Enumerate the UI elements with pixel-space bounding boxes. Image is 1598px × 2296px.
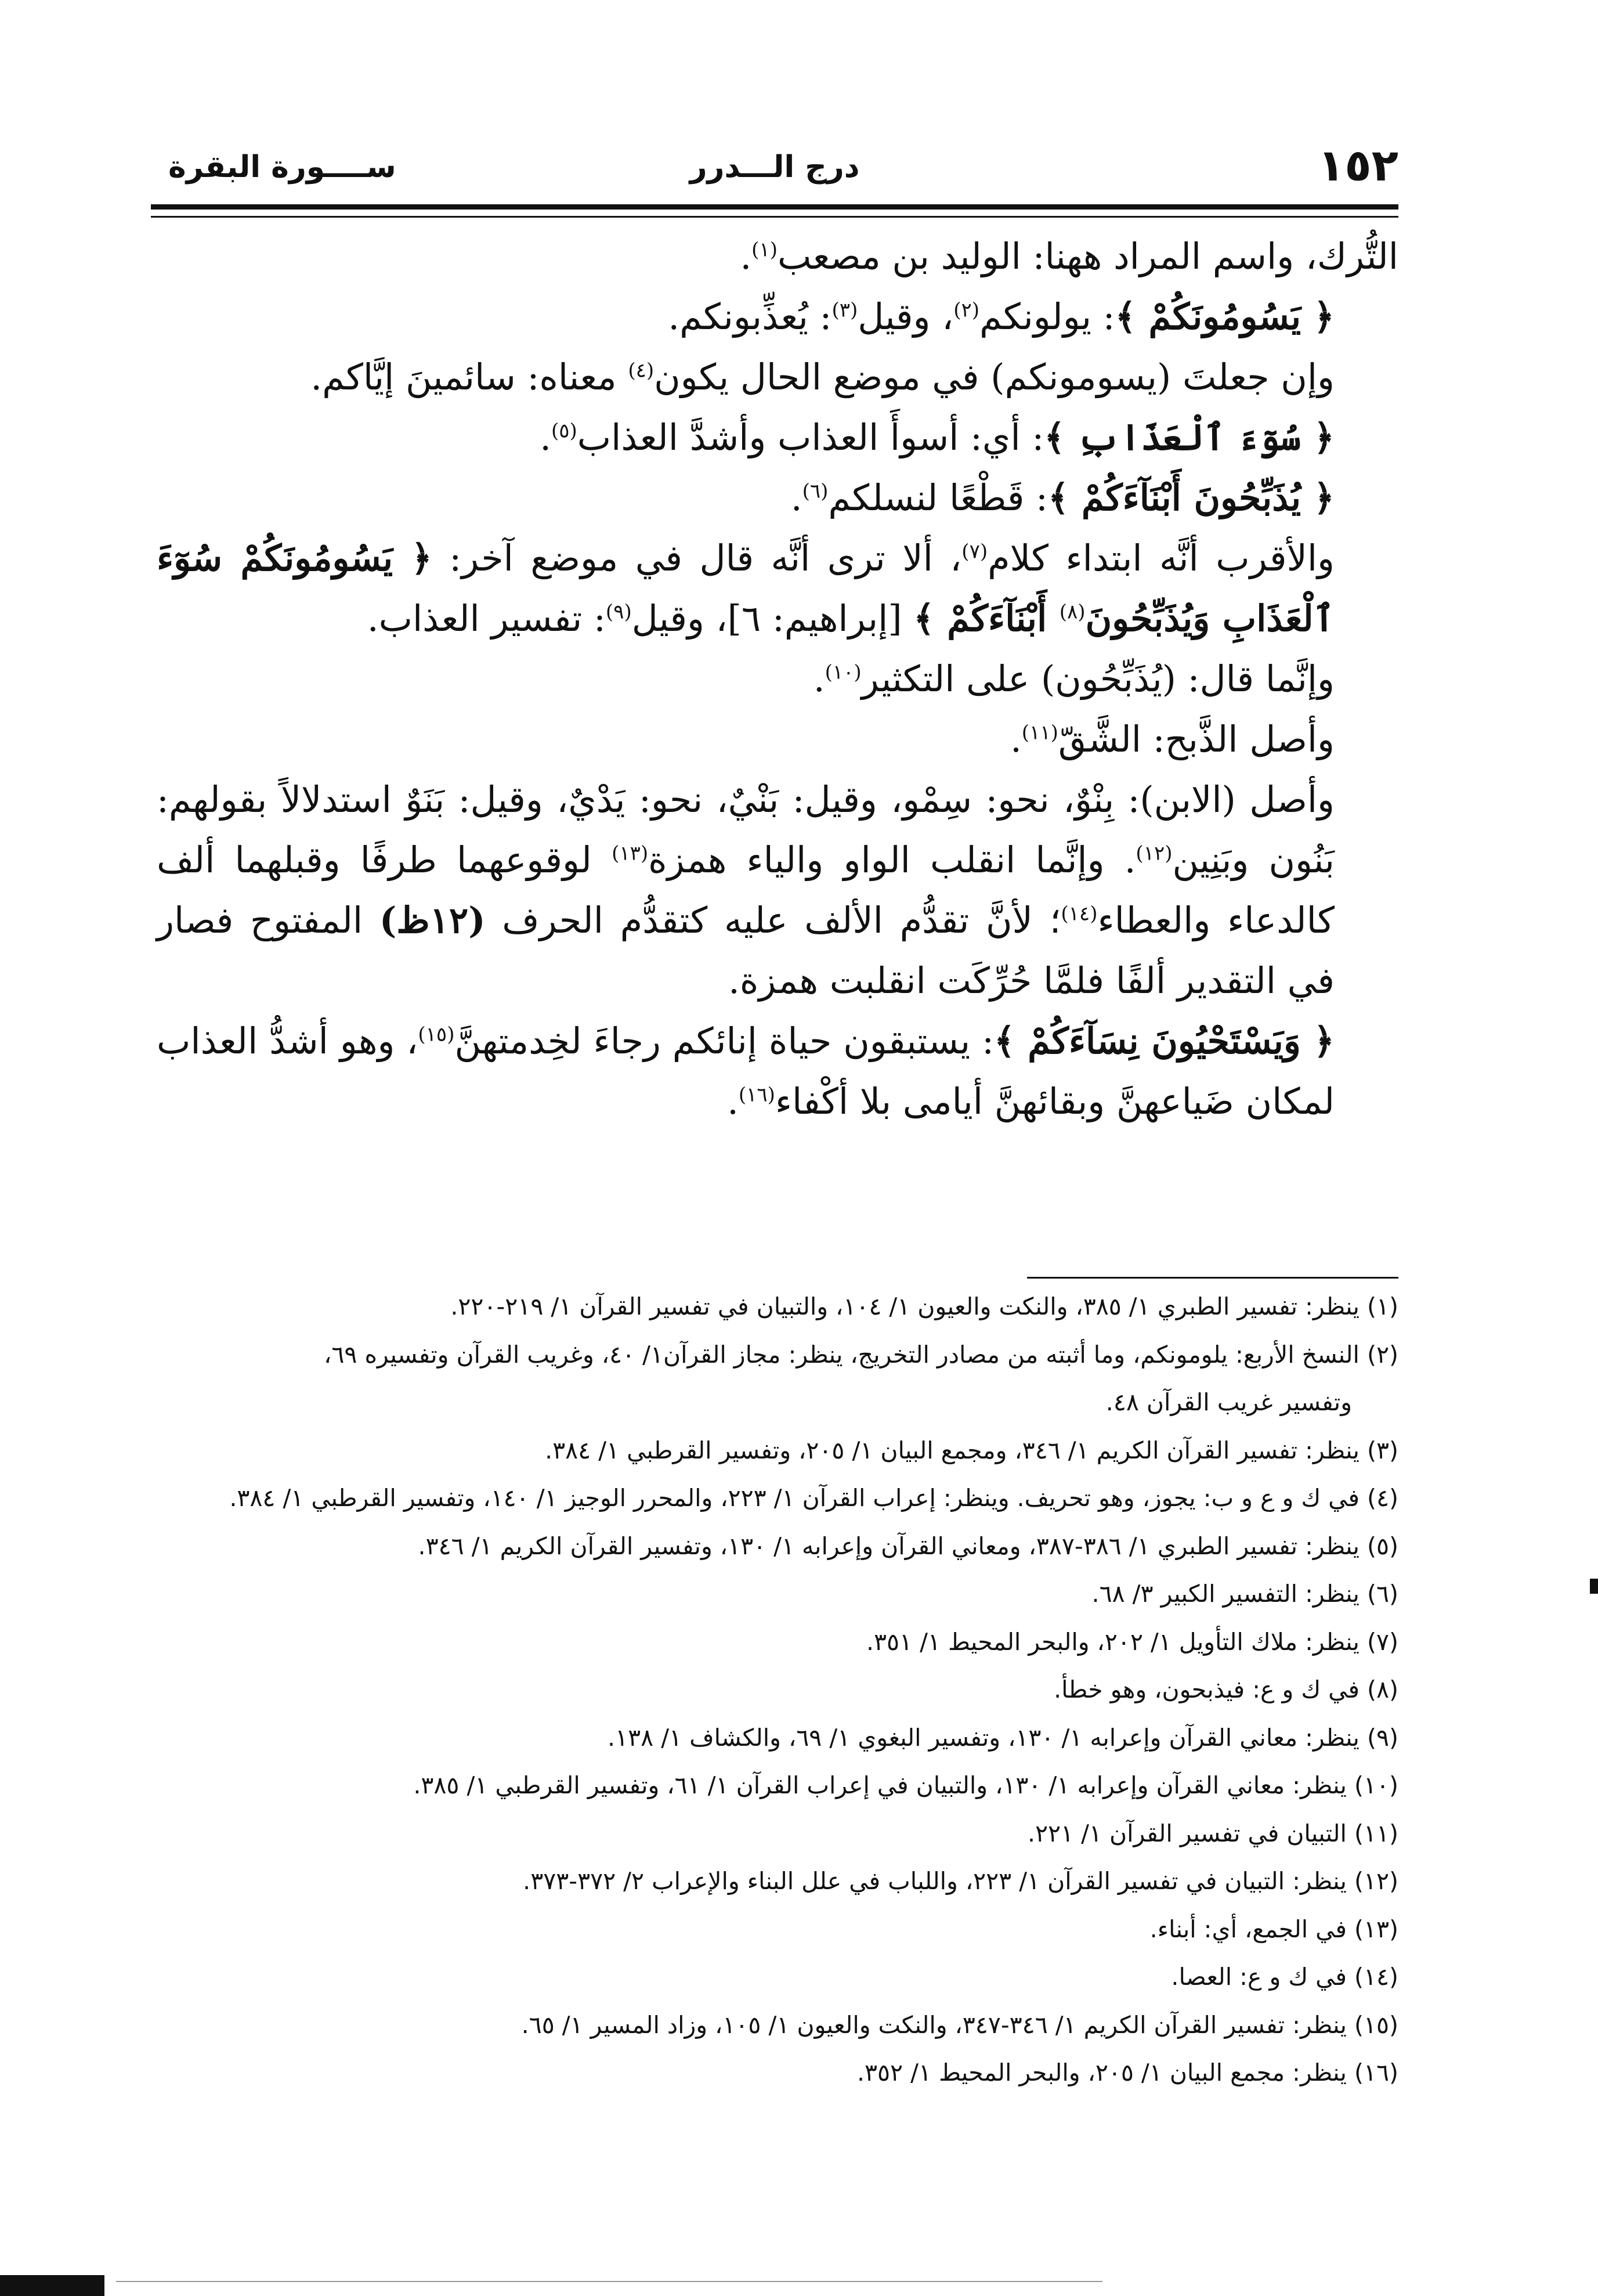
- paragraph-1: التُّرك، واسم المراد ههنا: الوليد بن مصعب$^{(١)}$.: [740, 235, 1398, 277]
- footnotes: [157, 1283, 1398, 2097]
- footnote-10: (١٠) ينظر: معاني القرآن وإعرابه ١/ ١٣٠، والتبيان في إعراب القرآن ١/ ٦١، وتفسير القرطبي ١/ ٣٨٥.: [413, 1771, 1398, 1799]
- paragraph-5: ﴿ يُذَبِّحُونَ أَبْنَآءَكُمْ ﴾: قَطْعًا لنسلكم$^{(٦)}$.: [790, 476, 1335, 519]
- footnote-16: (١٦) ينظر: مجمع البيان ١/ ٢٠٥، والبحر المحيط ١/ ٣٥٢.: [856, 2059, 1398, 2086]
- footnote-ref: (٥): [551, 419, 577, 443]
- footnote-12: (١٢) ينظر: التبيان في تفسير القرآن ١/ ٢٢٣، واللباب في علل البناء والإعراب ٢/ ٣٧٢-٣٧٣.: [523, 1867, 1398, 1895]
- footnote-ref: (١٦): [738, 1083, 775, 1107]
- quran-verse: ﴿ يَسُومُونَكُمْ سُوٓءَ ٱلْعَذَابِ وَيُذَبِّحُونَ: [157, 537, 1335, 640]
- footnote-8: (٨) في ك و ع: فيذبحون، وهو خطأ.: [1054, 1676, 1398, 1703]
- footnote-separator: [1027, 1277, 1398, 1279]
- page-number: ١٥٢: [1317, 139, 1398, 191]
- footnote-ref: (١): [751, 238, 778, 262]
- footnote-ref: (١١): [1021, 721, 1058, 745]
- footnote-ref: (١٤): [1061, 902, 1098, 926]
- footnote-3: (٣) ينظر: تفسير القرآن الكريم ١/ ٣٤٦، ومجمع البيان ١/ ٢٠٥، وتفسير القرطبي ١/ ٣٨٤.: [545, 1436, 1398, 1464]
- manuscript-folio-marker: (١٢ظ): [379, 899, 486, 941]
- scan-edge-mark-right: [1590, 1579, 1598, 1594]
- footnote-11: (١١) التبيان في تفسير القرآن ١/ ٢٢١.: [1027, 1819, 1398, 1847]
- footnote-ref: (٧): [961, 540, 988, 564]
- quran-verse: ﴿ يَسُومُونَكُمْ ﴾: [1115, 295, 1335, 338]
- scan-edge-mark: [0, 2275, 104, 2296]
- quran-verse: ﴿ سُوٓءَ ٱلْعَذَابِ ﴾: [1044, 416, 1335, 459]
- paragraph-10: ﴿ وَيَسْتَحْيُونَ نِسَآءَكُمْ ﴾: يستبقون حياة إنائكم رجاءَ لخِدمتهنَّ$^{(١٥)}$، وهو أشدُّ العذاب لمكان ضَياعهنَّ وبقائهنَّ أيامى بلا أكْفاء$^{(١٦)}$.: [157, 1020, 1335, 1122]
- header-rule-thick: [151, 204, 1398, 210]
- footnote-15: (١٥) ينظر: تفسير القرآن الكريم ١/ ٣٤٦-٣٤٧، والنكت والعيون ١/ ١٠٥، وزاد المسير ١/ ٦٥.: [521, 2010, 1398, 2039]
- footnote-ref: (١٥): [418, 1023, 455, 1046]
- footnote-ref: (٣): [831, 298, 858, 322]
- footnote-2: (٢) النسخ الأربع: يلومونكم، وما أثبته من مصادر التخريج، ينظر: مجاز القرآن١/ ٤٠، وغريب القرآن وتفسيره ٦٩،: [324, 1340, 1398, 1369]
- footnote-9: (٩) ينظر: معاني القرآن وإعرابه ١/ ١٣٠، وتفسير البغوي ١/ ٦٩، والكشاف ١/ ١٣٨.: [608, 1723, 1398, 1752]
- main-text: [157, 226, 1398, 1132]
- scan-edge-line: [116, 2281, 1102, 2282]
- paragraph-3: وإن جعلتَ (يسومونكم) في موضع الحال يكون$^{(٤)}$ معناه: سائمينَ إيَّاكم.: [310, 356, 1335, 398]
- footnote-ref: (١٠): [825, 660, 862, 684]
- footnote-ref: (١٢): [1136, 842, 1173, 865]
- footnote-2-continuation: وتفسير غريب القرآن ٤٨.: [1105, 1388, 1352, 1416]
- header-rule-thin: [151, 216, 1398, 218]
- paragraph-9: وأصل (الابن): بِنْوٌ، نحو: سِمْو، وقيل: بَنْيٌ، نحو: يَدْيٌ، وقيل: بَنَوٌ استدلالاً بقولهم: بَنُون وبَنِين$^{(١٢)}$. وإنَّما انقلب الواو والياء همزة$^{(١٣)}$ لوقوعهما طرفًا وقبلهما ألف كالدعاء والعطاء$^{(١٤)}$؛ لأنَّ تقدُّم الألف عليه كتقدُّم الحرف (١٢ظ) المفتوح فصار في التقدير ألفًا فلمَّا حُرِّكَت انقلبت همزة.: [157, 778, 1335, 1002]
- paragraph-8: وأصل الذَّبح: الشَّقّ$^{(١١)}$.: [1010, 718, 1335, 760]
- footnote-ref: (٨): [1059, 600, 1086, 624]
- footnote-14: (١٤) في ك و ع: العصا.: [1171, 1963, 1398, 1991]
- surah-name: ســــورة البقرة: [168, 150, 396, 185]
- paragraph-7: وإنَّما قال: (يُذَبِّحُون) على التكثير$^{(١٠)}$.: [813, 658, 1335, 700]
- footnote-1: (١) ينظر: تفسير الطبري ١/ ٣٨٥، والنكت والعيون ١/ ١٠٤، والتبيان في تفسير القرآن ١/ ٢١٩-٢٢٠.: [450, 1293, 1398, 1320]
- quran-verse: ﴿ يُذَبِّحُونَ أَبْنَآءَكُمْ ﴾: [1047, 476, 1335, 519]
- footnote-5: (٥) ينظر: تفسير الطبري ١/ ٣٨٦-٣٨٧، ومعاني القرآن وإعرابه ١/ ١٣٠، وتفسير القرآن الكريم ١/ ٣٤٦.: [418, 1532, 1398, 1560]
- paragraph-6: والأقرب أنَّه ابتداء كلام$^{(٧)}$، ألا ترى أنَّه قال في موضع آخر: ﴿ يَسُومُونَكُمْ سُوٓءَ ٱلْعَذَابِ وَيُذَبِّحُونَ$^{(٨)}$ أَبْنَآءَكُمْ ﴾ [إبراهيم: ٦]، وقيل$^{(٩)}$: تفسير العذاب.: [157, 537, 1335, 640]
- footnote-13: (١٣) في الجمع، أي: أبناء.: [1149, 1915, 1398, 1943]
- footnote-ref: (٤): [628, 359, 655, 382]
- footnote-7: (٧) ينظر: ملاك التأويل ١/ ٢٠٢، والبحر المحيط ١/ ٣٥١.: [866, 1627, 1398, 1656]
- paragraph-2: ﴿ يَسُومُونَكُمْ ﴾: يولونكم$^{(٢)}$، وقيل$^{(٣)}$: يُعذِّبونكم.: [668, 295, 1335, 338]
- footnote-ref: (٢): [953, 298, 980, 322]
- footnote-ref: (٩): [605, 600, 632, 624]
- paragraph-4: ﴿ سُوٓءَ ٱلْعَذَابِ ﴾: أي: أسوأَ العذاب وأشدَّ العذاب$^{(٥)}$.: [540, 416, 1335, 459]
- footnote-ref: (٦): [802, 479, 829, 503]
- page-header: [151, 139, 1398, 194]
- quran-verse: أَبْنَآءَكُمْ ﴾: [913, 597, 1060, 640]
- quran-verse: ﴿ وَيَسْتَحْيُونَ نِسَآءَكُمْ ﴾: [993, 1020, 1335, 1062]
- footnote-ref: (١٣): [612, 842, 649, 865]
- footnote-4: (٤) في ك و ع و ب: يجوز، وهو تحريف. وينظر: إعراب القرآن ١/ ٢٢٣، والمحرر الوجيز ١/ ١٤٠، وتفسير القرطبي ١/ ٣٨٤.: [229, 1484, 1398, 1512]
- footnote-6: (٦) ينظر: التفسير الكبير ٣/ ٦٨.: [1091, 1580, 1398, 1608]
- book-title: درج الـــدرر: [689, 150, 860, 185]
